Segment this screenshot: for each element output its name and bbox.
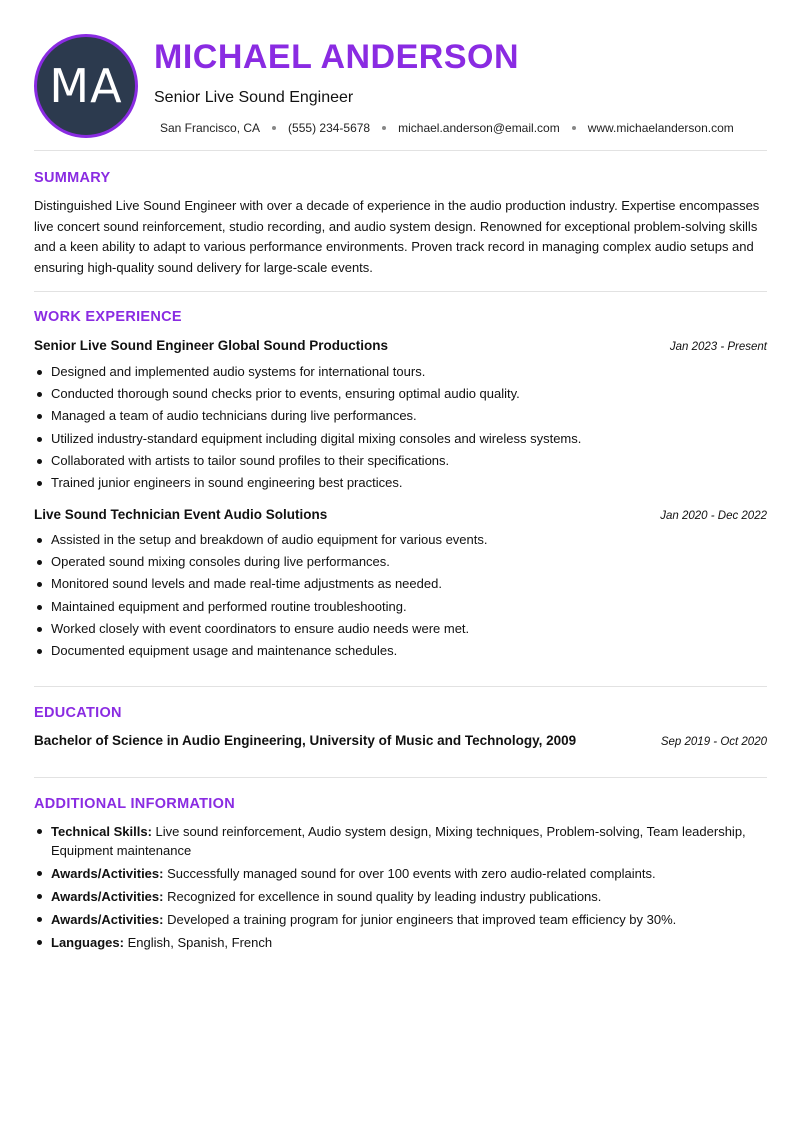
education-entry: [34, 733, 767, 748]
item-label: Technical Skills:: [51, 824, 152, 839]
list-item: Trained junior engineers in sound engineering best practices.: [34, 472, 767, 494]
divider: [34, 686, 767, 687]
contact-location: San Francisco, CA: [160, 121, 261, 135]
item-text: Successfully managed sound for over 100 events with zero audio-related complaints.: [163, 866, 656, 881]
list-item: Utilized industry-standard equipment including digital mixing consoles and wireless systems.: [34, 428, 767, 450]
item-text: Live sound reinforcement, Audio system design, Mixing techniques, Problem-solving, Team leadership, Equipment maintenance: [51, 824, 746, 858]
item-label: Awards/Activities:: [51, 912, 164, 927]
experience-heading: WORK EXPERIENCE: [34, 309, 182, 325]
contact-line: [160, 121, 734, 135]
education-heading: EDUCATION: [34, 705, 122, 721]
item-label: Awards/Activities:: [51, 889, 164, 904]
list-item: [34, 910, 769, 929]
divider: [34, 150, 767, 151]
additional-heading: ADDITIONAL INFORMATION: [34, 796, 235, 812]
job-date: Jan 2023 - Present: [669, 341, 767, 353]
list-item: [34, 822, 769, 860]
avatar: [34, 34, 138, 138]
job-bullets: [34, 361, 767, 494]
contact-website[interactable]: www.michaelanderson.com: [587, 121, 734, 135]
item-label: Awards/Activities:: [51, 866, 164, 881]
list-item: Documented equipment usage and maintenance schedules.: [34, 640, 767, 662]
item-text: English, Spanish, French: [123, 935, 273, 950]
separator-dot: [382, 126, 386, 130]
list-item: Conducted thorough sound checks prior to events, ensuring optimal audio quality.: [34, 383, 767, 405]
list-item: [34, 933, 769, 952]
list-item: Maintained equipment and performed routine troubleshooting.: [34, 596, 767, 618]
contact-phone: (555) 234-5678: [288, 121, 371, 135]
list-item: Operated sound mixing consoles during live performances.: [34, 551, 767, 573]
list-item: Collaborated with artists to tailor sound profiles to their specifications.: [34, 450, 767, 472]
job-header: [34, 338, 767, 353]
list-item: Assisted in the setup and breakdown of audio equipment for various events.: [34, 529, 767, 551]
separator-dot: [272, 126, 276, 130]
additional-list: [34, 822, 769, 956]
item-text: Developed a training program for junior engineers that improved team efficiency by 30%.: [163, 912, 677, 927]
avatar-initials: MA: [49, 59, 123, 113]
candidate-title: Senior Live Sound Engineer: [154, 89, 354, 106]
job-bullets: [34, 529, 767, 662]
item-label: Languages:: [51, 935, 124, 950]
list-item: [34, 887, 769, 906]
divider: [34, 777, 767, 778]
list-item: Designed and implemented audio systems for international tours.: [34, 361, 767, 383]
candidate-name: MICHAEL ANDERSON: [154, 38, 520, 76]
job-header: [34, 507, 767, 522]
job-role: Senior Live Sound Engineer Global Sound Productions: [34, 338, 389, 353]
separator-dot: [572, 126, 576, 130]
list-item: Managed a team of audio technicians during live performances.: [34, 405, 767, 427]
job-role: Live Sound Technician Event Audio Solutions: [34, 507, 328, 522]
job-date: Jan 2020 - Dec 2022: [660, 510, 767, 522]
list-item: [34, 864, 769, 883]
contact-email[interactable]: michael.anderson@email.com: [398, 121, 560, 135]
divider: [34, 291, 767, 292]
item-text: Recognized for excellence in sound quality by leading industry publications.: [163, 889, 602, 904]
summary-heading: SUMMARY: [34, 170, 111, 186]
education-degree: Bachelor of Science in Audio Engineering, University of Music and Technology, 2009: [34, 733, 577, 748]
education-date: Sep 2019 - Oct 2020: [660, 736, 767, 748]
summary-text: Distinguished Live Sound Engineer with over a decade of experience in the audio production industry. Expertise encompasses live concert sound reinforcement, studio recording, and audio system design. Renowned for exceptional problem-solving skills and a keen ability to adapt to various performance environments. Proven track record in managing complex audio setups and ensuring high-quality sound delivery for large-scale events.: [34, 198, 760, 275]
list-item: Monitored sound levels and made real-time adjustments as needed.: [34, 573, 767, 595]
list-item: Worked closely with event coordinators to ensure audio needs were met.: [34, 618, 767, 640]
